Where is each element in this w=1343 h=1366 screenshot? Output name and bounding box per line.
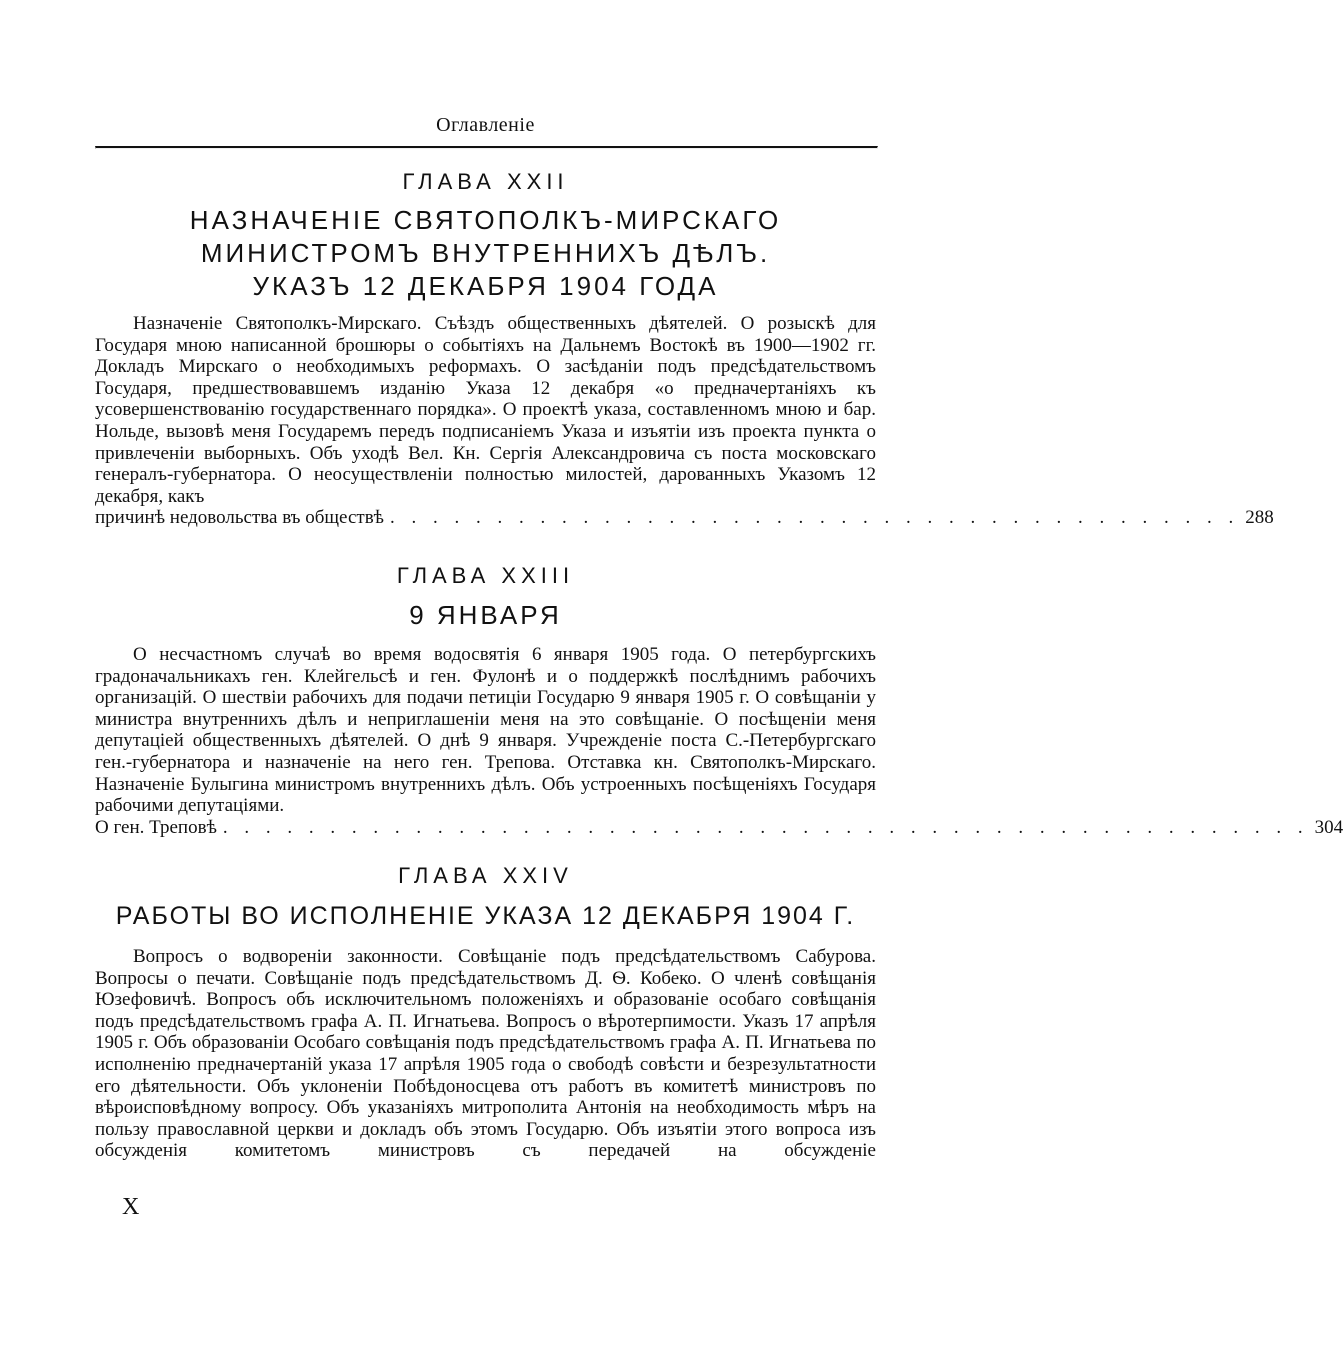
running-head: Оглавленіе [436, 114, 535, 136]
chapter-title-line: 9 ЯНВАРЯ [409, 600, 562, 630]
summary-last-line [95, 816, 1343, 839]
page-number: 304 [1314, 816, 1343, 838]
page-number: 288 [1245, 507, 1274, 529]
summary-last-line [95, 507, 1274, 529]
chapter-title [95, 598, 876, 632]
summary-body: О несчастномъ случаѣ во время водосвятія 6 января 1905 года. О петербургскихъ градоначальникахъ ген. Клейгельсѣ и ген. Фулонѣ и о поддержкѣ послѣднимъ рабочихъ организацій. О шествіи рабочихъ для подачи петиціи Государю 9 января 1905 г. О совѣщаніи у министра внутреннихъ дѣлъ и неприглашеніи меня на это совѣщаніе. О посѣщеніи меня депутаціей общественныхъ дѣятелей. О днѣ 9 января. Учрежденіе поста С.-Петербургскаго ген.-губернатора и назначеніе на него ген. Трепова. Отставка кн. Святополкъ-Мирскаго. Назначеніе Булыгина министромъ внутреннихъ дѣлъ. Объ устроенныхъ посѣщеніяхъ Государя рабочими депутаціями. [95, 644, 876, 817]
summary-body: Назначеніе Святополкъ-Мирскаго. Съѣздъ общественныхъ дѣятелей. О розыскѣ для Государя мною написанной брошюры о событіяхъ на Дальнемъ Востокѣ въ 1900—1902 гг. Докладъ Мирскаго о необходимыхъ реформахъ. О засѣданіи подъ предсѣдательствомъ Государя, предшествовавшемъ изданію Указа 12 декабря «о предначертаніяхъ къ усовершенствованію государственнаго порядка». О проектѣ указа, составленномъ мною и бар. Нольде, вызовѣ меня Государемъ передъ подписаніемъ Указа и изъятіи изъ проекта пункта о привлеченіи выборныхъ. Объ уходѣ Вел. Кн. Сергія Александровича съ поста московскаго генералъ-губернатора. О неосуществленіи полностью милостей, дарованныхъ Указомъ 12 декабря, какъ [95, 313, 876, 507]
chapter-label: ГЛАВА XXIII [396, 563, 575, 588]
chapter-title-line: МИНИСТРОМЪ ВНУТРЕННИХЪ ДѢЛЪ. [200, 238, 771, 268]
summary-body: Вопросъ о водвореніи законности. Совѣщаніе подъ предсѣдательствомъ Сабурова. Вопросы о печати. Совѣщаніе подъ предсѣдательствомъ Д. Ѳ. Кобеко. О членѣ совѣщанія Юзефовичѣ. Вопросъ объ исключительномъ положеніяхъ и образованіе особаго совѣщанія подъ предсѣдательствомъ графа А. П. Игнатьева. Вопросъ о вѣротерпимости. Указъ 17 апрѣля 1905 г. Объ образованіи Особаго совѣщанія подъ предсѣдательствомъ графа А. П. Игнатьева по исполненію предначертаній указа 17 апрѣля 1905 года о свободѣ совѣсти и безрезультатности его дѣятельности. Объ уклоненіи Побѣдоносцева отъ работъ въ комитетѣ министровъ по вѣроисповѣдному вопросу. Объ указаніяхъ митрополита Антонія на необходимость мѣръ на пользу православной церкви и докладъ объ этомъ Государю. Объ изъятіи этого вопроса изъ обсужденія комитетомъ министровъ съ передачей на обсужденіе [95, 946, 876, 1162]
chapter-title [95, 900, 876, 932]
header-rule [95, 146, 878, 149]
chapter-title [95, 204, 876, 303]
chapter-label: ГЛАВА XXIV [398, 863, 573, 888]
summary-last-text: О ген. Треповѣ [95, 816, 217, 838]
chapter-title-line: РАБОТЫ ВО ИСПОЛНЕНІЕ УКАЗА 12 ДЕКАБРЯ 1904 Г. [115, 902, 856, 930]
summary-last-text: причинѣ недовольства въ обществѣ [95, 507, 384, 529]
summary-text [95, 644, 876, 817]
chapter-title-line: УКАЗЪ 12 ДЕКАБРЯ 1904 ГОДА [252, 271, 719, 301]
chapter-summary [95, 644, 1343, 838]
chapter-23 [95, 562, 1343, 838]
chapter-24 [95, 862, 876, 1162]
dot-leader: . . . . . . . . . . . . . . . . . . . . . . . . . . . . . . . . . . . . . . . . [390, 507, 1240, 529]
chapter-summary [95, 946, 876, 1162]
chapter-22 [95, 168, 1274, 529]
summary-text [95, 946, 876, 1162]
folio-page-number: X [122, 1194, 140, 1220]
chapter-title-line: НАЗНАЧЕНІЕ СВЯТОПОЛКЪ-МИРСКАГО [189, 205, 782, 235]
chapter-summary [95, 313, 1274, 529]
chapter-label: ГЛАВА XXII [402, 169, 569, 194]
dot-leader: . . . . . . . . . . . . . . . . . . . . . . . . . . . . . . . . . . . . . . . . . . . . . . . . . . . [222, 816, 1309, 838]
summary-text [95, 313, 876, 507]
